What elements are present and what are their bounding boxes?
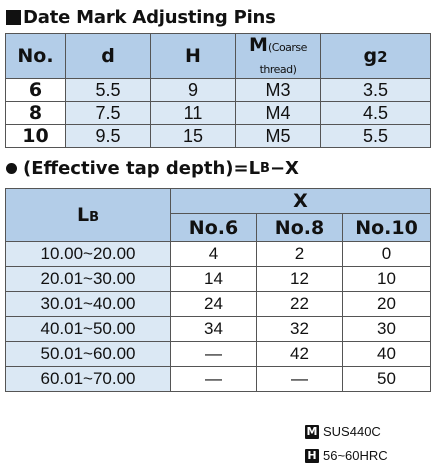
material-key-icon: M [306, 424, 318, 438]
cell-range: 20.01~30.00 [6, 267, 171, 292]
tap-depth-table [5, 188, 431, 392]
legend-material-value: SUS440C [323, 424, 381, 439]
table-row [6, 125, 431, 148]
legend-hardness-value: 56~60HRC [323, 448, 388, 463]
square-bullet-icon [6, 10, 21, 25]
cell-value: — [171, 367, 257, 392]
table-row [6, 102, 431, 125]
cell-value: 4 [171, 242, 257, 267]
cell-g: 3.5 [321, 79, 431, 102]
header-g-letter: g [363, 45, 378, 67]
header-m [236, 34, 321, 79]
cell-range: 50.01~60.00 [6, 342, 171, 367]
formula-sub: B [260, 160, 270, 176]
cell-value: 32 [257, 317, 343, 342]
cell-value: 2 [257, 242, 343, 267]
cell-range: 10.00~20.00 [6, 242, 171, 267]
spec-table-header [6, 34, 431, 79]
cell-g: 4.5 [321, 102, 431, 125]
cell-no: 6 [6, 79, 66, 102]
cell-no: 8 [6, 102, 66, 125]
tap-depth-formula [6, 156, 299, 180]
cell-value: 40 [343, 342, 431, 367]
legend-hardness [305, 448, 388, 463]
cell-d: 7.5 [66, 102, 151, 125]
cell-range: 60.01~70.00 [6, 367, 171, 392]
formula-suffix: −X [269, 157, 299, 179]
cell-m: M4 [236, 102, 321, 125]
cell-value: 20 [343, 292, 431, 317]
header-d: d [66, 34, 151, 79]
header-no10: No.10 [343, 214, 431, 242]
header-g [321, 34, 431, 79]
table-row [6, 367, 431, 392]
header-g-sub: 2 [377, 48, 388, 66]
header-no6: No.6 [171, 214, 257, 242]
page-title [6, 5, 276, 29]
cell-value: 30 [343, 317, 431, 342]
header-x: X [171, 189, 431, 214]
cell-value: 12 [257, 267, 343, 292]
table-row [6, 292, 431, 317]
table-row [6, 79, 431, 102]
cell-h: 11 [151, 102, 236, 125]
cell-value: 50 [343, 367, 431, 392]
spec-table [5, 33, 431, 148]
header-m-letter: M [249, 34, 268, 56]
cell-no: 10 [6, 125, 66, 148]
cell-value: 14 [171, 267, 257, 292]
cell-d: 9.5 [66, 125, 151, 148]
tap-table-header [6, 189, 431, 214]
cell-value: 22 [257, 292, 343, 317]
table-row [6, 242, 431, 267]
cell-value: 34 [171, 317, 257, 342]
header-h: H [151, 34, 236, 79]
table-row [6, 317, 431, 342]
cell-value: 24 [171, 292, 257, 317]
hardness-key-icon: H [305, 449, 319, 463]
cell-range: 40.01~50.00 [6, 317, 171, 342]
cell-h: 9 [151, 79, 236, 102]
header-lb [6, 189, 171, 242]
cell-value: 10 [343, 267, 431, 292]
header-no: No. [6, 34, 66, 79]
header-no8: No.8 [257, 214, 343, 242]
legend-material [305, 424, 381, 439]
bullet-dot-icon [6, 163, 17, 174]
header-lb-letter: L [76, 204, 90, 226]
cell-value: 42 [257, 342, 343, 367]
table-row [6, 342, 431, 367]
formula-prefix: (Effective tap depth)=L [23, 157, 261, 179]
cell-m: M3 [236, 79, 321, 102]
cell-value: — [257, 367, 343, 392]
cell-m: M5 [236, 125, 321, 148]
cell-value: 0 [343, 242, 431, 267]
table-row [6, 267, 431, 292]
cell-g: 5.5 [321, 125, 431, 148]
cell-value: — [171, 342, 257, 367]
cell-range: 30.01~40.00 [6, 292, 171, 317]
cell-h: 15 [151, 125, 236, 148]
header-lb-sub: B [89, 210, 100, 225]
cell-d: 5.5 [66, 79, 151, 102]
page-title-text: Date Mark Adjusting Pins [23, 6, 276, 28]
header-m-note: (Coarse thread) [259, 41, 307, 76]
